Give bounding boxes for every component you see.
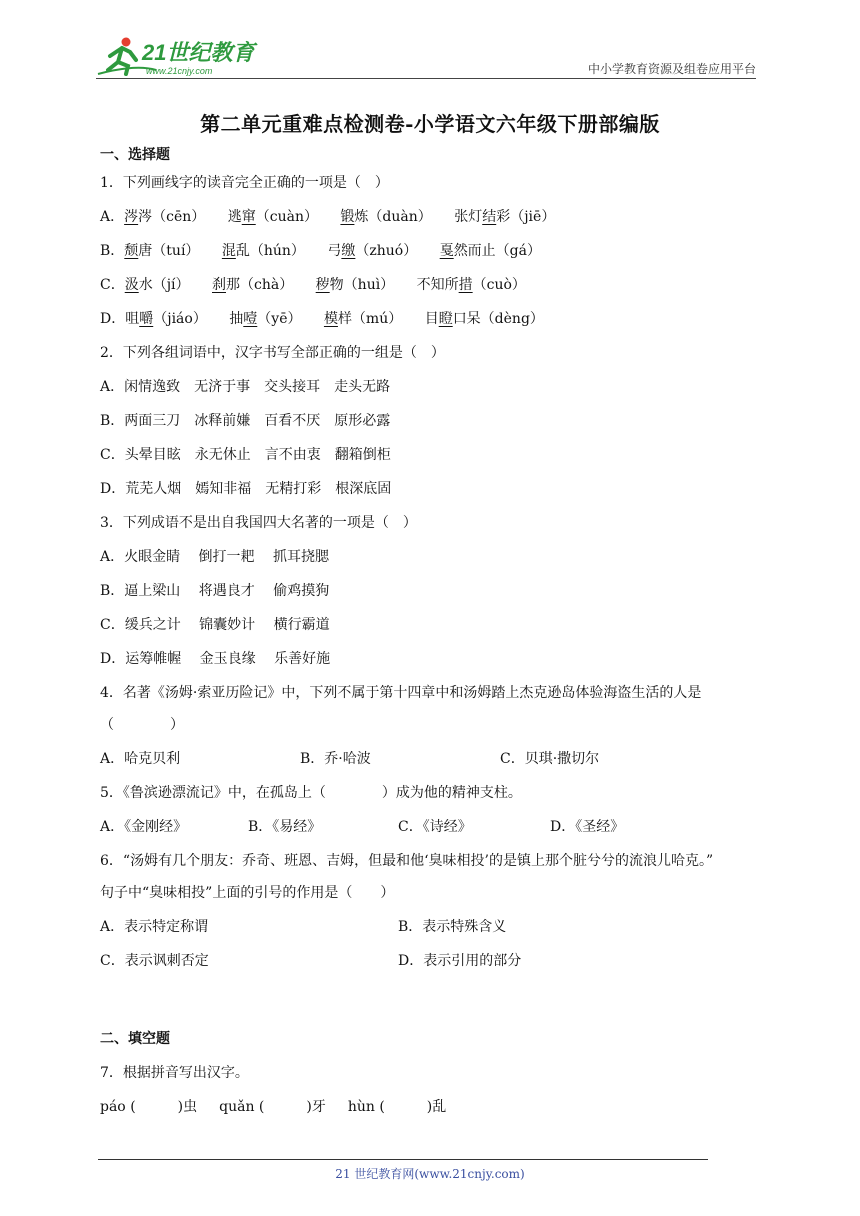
section-heading-choice: 一、选择题 xyxy=(100,147,170,163)
q7-item-quan: quǎn ( )牙 xyxy=(219,1099,326,1115)
q3-stem: 3．下列成语不是出自我国四大名著的一项是（ ） xyxy=(100,515,417,531)
q4-option-c: C．贝琪·撒切尔 xyxy=(500,751,600,767)
q5-option-c: C．《诗经》 xyxy=(398,819,472,835)
q6-option-b: B．表示特殊含义 xyxy=(398,919,507,935)
q7-item-hun: hùn ( )乱 xyxy=(347,1099,447,1115)
q6-option-c: C．表示讽刺否定 xyxy=(100,953,209,969)
q4-options xyxy=(100,749,599,769)
logo-21cnjy xyxy=(96,34,266,78)
q5-options xyxy=(100,817,624,837)
platform-label: 中小学教育资源及组卷应用平台 xyxy=(587,62,756,76)
q1-stem: 1．下列画线字的读音完全正确的一项是（ ） xyxy=(100,175,389,191)
header-divider xyxy=(96,78,756,79)
q2-option-c: C．头晕目眩 永无休止 言不由衷 翻箱倒柜 xyxy=(100,447,391,463)
q2-stem: 2．下列各组词语中，汉字书写全部正确的一组是（ ） xyxy=(100,345,445,361)
page-header xyxy=(96,30,756,80)
q4-stem-blank: （ ） xyxy=(100,717,184,733)
q6-option-d: D．表示引用的部分 xyxy=(398,953,522,969)
section-heading-fill: 二、填空题 xyxy=(100,1031,170,1047)
q5-stem: 5．《鲁滨逊漂流记》中，在孤岛上（ ）成为他的精神支柱。 xyxy=(100,785,522,801)
q5-option-a: A．《金刚经》 xyxy=(100,819,188,835)
q4-stem: 4．名著《汤姆·索亚历险记》中，下列不属于第十四章中和汤姆踏上杰克逊岛体验海盗生活的人是 xyxy=(100,685,702,701)
q1-option-b: B．颓唐（tuí） 混乱（hún） 弓缴（zhuó） 戛然而止（gá） xyxy=(100,243,541,259)
footer-divider xyxy=(98,1159,708,1160)
footer-link[interactable]: 21 世纪教育网(www.21cnjy.com) xyxy=(335,1167,525,1181)
q1-option-d: D．咀嚼（jiáo） 抽噎（yē） 模样（mú） 目瞪口呆（dèng） xyxy=(100,311,544,327)
q3-option-d: D．运筹帷幄 金玉良缘 乐善好施 xyxy=(100,651,331,667)
q1-option-c: C．汲水（jí） 刹那（chà） 秽物（huì） 不知所措（cuò） xyxy=(100,277,526,293)
q6-stem-2: 句子中“臭味相投”上面的引号的作用是（ ） xyxy=(100,885,395,901)
q6-option-a: A．表示特定称谓 xyxy=(100,919,209,935)
svg-text:21世纪教育: 21世纪教育 xyxy=(142,40,255,65)
q6-options-row1 xyxy=(100,917,506,937)
q7-stem: 7．根据拼音写出汉字。 xyxy=(100,1065,249,1081)
q4-option-b: B．乔·哈波 xyxy=(300,751,371,767)
q4-option-a: A．哈克贝利 xyxy=(100,751,181,767)
q2-option-a: A．闲情逸致 无济于事 交头接耳 走头无路 xyxy=(100,379,391,395)
q7-items xyxy=(100,1097,460,1117)
q3-option-c: C．缓兵之计 锦囊妙计 横行霸道 xyxy=(100,617,330,633)
q3-option-b: B．逼上梁山 将遇良才 偷鸡摸狗 xyxy=(100,583,330,599)
q5-option-d: D．《圣经》 xyxy=(550,819,625,835)
page-title: 第二单元重难点检测卷-小学语文六年级下册部编版 xyxy=(200,112,660,136)
q3-option-a: A．火眼金睛 倒打一耙 抓耳挠腮 xyxy=(100,549,330,565)
q5-option-b: B．《易经》 xyxy=(248,819,322,835)
q1-option-a: A．涔涔（cēn） 逃窜（cuàn） 锻炼（duàn） 张灯结彩（jiē） xyxy=(100,209,556,225)
q2-option-d: D．荒芜人烟 嫣知非福 无精打彩 根深底固 xyxy=(100,481,392,497)
q7-item-pao: páo ( )虫 xyxy=(100,1099,198,1115)
svg-text:www.21cnjy.com: www.21cnjy.com xyxy=(146,66,213,76)
q6-options-row2 xyxy=(100,951,521,971)
q6-stem: 6．“汤姆有几个朋友：乔奇、班恩、吉姆，但最和他‘臭味相投’的是镇上那个脏兮兮的流浪儿哈克。” xyxy=(100,853,714,869)
q2-option-b: B．两面三刀 冰释前嫌 百看不厌 原形必露 xyxy=(100,413,391,429)
